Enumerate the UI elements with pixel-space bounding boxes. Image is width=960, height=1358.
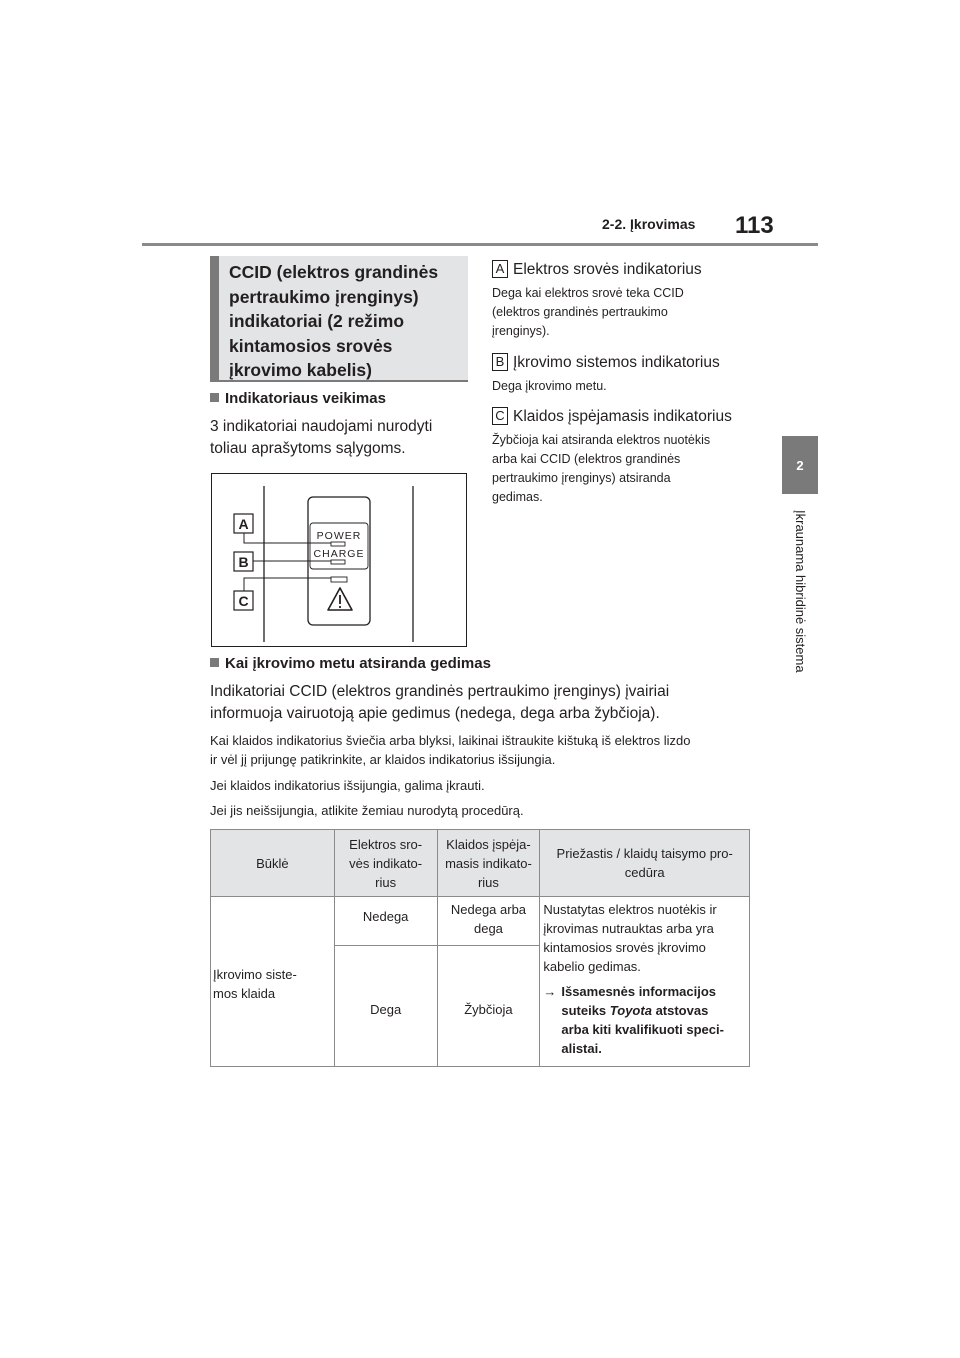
title-line: kintamosios srovės	[229, 335, 393, 356]
label-a: A	[238, 516, 249, 532]
header-rule	[142, 243, 818, 246]
fault-note-3: Jei jis neišsijungia, atlikite žemiau nurodytą procedūrą.	[210, 803, 524, 818]
cell-warning-off-on: Nedega arba dega	[437, 897, 540, 946]
bullet-square-icon	[210, 658, 219, 667]
fault-note-2: Jei klaidos indikatorius išsijungia, galima įkrauti.	[210, 778, 485, 793]
cell-warning-blinking: Žybčioja	[437, 946, 540, 1067]
tag-a: A	[492, 260, 508, 278]
chapter-title: Įkraunama hibridinė sistema	[793, 510, 808, 673]
bullet-square-icon	[210, 393, 219, 402]
power-label: POWER	[316, 530, 362, 542]
indicator-a: A Elektros srovės indikatorius Dega kai elektros srovė teka CCID (elektros grandinės pertraukimo įrenginys).	[492, 261, 702, 338]
fault-heading: Kai įkrovimo metu atsiranda gedimas	[210, 655, 491, 672]
charge-label: CHARGE	[313, 548, 365, 560]
title-line: pertraukimo įrenginys)	[229, 286, 419, 307]
cell-current-off: Nedega	[334, 897, 437, 946]
row-label: Įkrovimo siste- mos klaida	[211, 897, 335, 1067]
header-current-indicator: Elektros sro- vės indikato- rius	[334, 830, 437, 897]
title-line: įkrovimo kabelis)	[229, 360, 372, 380]
fault-text: Indikatoriai CCID (elektros grandinės pertraukimo įrenginys) įvairiai informuoja vairuotoją apie gedimus (nedega, dega arba žybčioja).	[210, 683, 670, 722]
indicator-figure	[211, 473, 467, 647]
operation-text: 3 indikatoriai naudojami nurodyti toliau aprašytoms sąlygoms.	[210, 418, 433, 457]
tag-b: B	[492, 353, 508, 371]
title-line: indikatoriai (2 režimo	[229, 311, 405, 331]
header-warning-indicator: Klaidos įspėja- masis indikato- rius	[437, 830, 540, 897]
label-c: C	[238, 593, 249, 609]
cell-cause: Nustatytas elektros nuotėkis ir įkrovimas nutrauktas arba yra kintamosios srovės įkrovimo kabelio gedimas. → Išsamesnės informacijos suteiks Toyota atstovas arba kiti kvalifikuoti speci- alistai.	[540, 897, 750, 1067]
label-b: B	[238, 554, 249, 570]
section-title-box	[210, 256, 468, 382]
brand-name: Toyota	[609, 1003, 652, 1018]
cell-current-on: Dega	[334, 946, 437, 1067]
indicator-b: B Įkrovimo sistemos indikatorius Dega įkrovimo metu.	[492, 354, 720, 393]
table-header-row	[211, 830, 750, 897]
fault-table	[210, 829, 750, 1067]
reference-note: → Išsamesnės informacijos suteiks Toyota atstovas arba kiti kvalifikuoti speci- alistai.	[543, 984, 724, 1056]
tag-c: C	[492, 407, 508, 425]
arrow-icon: →	[543, 984, 557, 999]
title-line: CCID (elektros grandinės	[229, 262, 439, 282]
header-condition: Būklė	[211, 830, 335, 897]
table-row	[211, 897, 750, 946]
section-title: 2-2. Įkrovimas	[602, 216, 696, 232]
operation-heading: Indikatoriaus veikimas	[210, 390, 386, 407]
indicator-c: C Klaidos įspėjamasis indikatorius Žybčioja kai atsiranda elektros nuotėkis arba kai CCID (elektros grandinės pertraukimo įrenginys) atsiranda gedimas.	[492, 408, 732, 504]
header-cause: Priežastis / klaidų taisymo pro- cedūra	[540, 830, 750, 897]
page-number: 113	[735, 212, 774, 239]
chapter-tab: 2	[782, 436, 818, 494]
fault-note-1: Kai klaidos indikatorius šviečia arba blyksi, laikinai ištraukite kištuką iš elektros lizdo ir vėl jį prijungę patikrinkite, ar klaidos indikatorius išsijungia.	[210, 733, 691, 767]
indicator-diagram	[212, 474, 466, 646]
